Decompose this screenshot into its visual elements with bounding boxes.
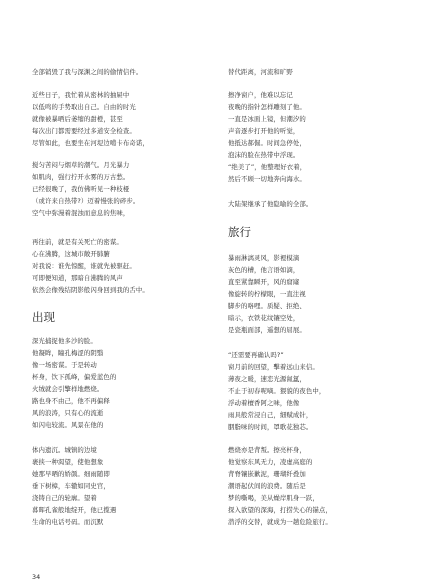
text-line: 垂下树樟，车辙如同史官， xyxy=(32,482,110,490)
text-line: 暮晖孔雀般地绽开，他已揽遇 xyxy=(32,506,117,514)
text-line: 他抵达郝倔。时间急停处， xyxy=(228,139,306,147)
text-line: 就像被暴晒后萎缩的甜橙，甚至 xyxy=(32,115,123,123)
text-line: 脚步的咯哩。质疑、拒绝、 xyxy=(228,302,306,310)
text-line: 搅匀苦闷与烟草的潮气。月光暴力 xyxy=(32,161,130,169)
text-line: 如肌肉，强行拧开水雾的万古愁。 xyxy=(32,173,130,181)
text-line: 替代距离，河流和旷野 xyxy=(228,68,293,76)
text-line: 胭脂味的时间，罩歌花独芯。 xyxy=(228,423,313,431)
text-line: 生命的电话号码。而沉默 xyxy=(32,518,104,526)
text-line: 风的浪涛，只有心的流逝 xyxy=(32,409,104,417)
text-line: 他凝眸，瞳孔梅涩的阴翳 xyxy=(32,349,104,357)
text-line: 可即便知道，那暗自沸腾的风声 xyxy=(32,274,123,282)
text-line: 火绒就会引擎样地燃烧。 xyxy=(32,385,104,393)
text-line: 暴雨淋漓灵风，影裡模滴 xyxy=(228,254,300,262)
text-line: 泡沫的脸在热带中浮现。 xyxy=(228,151,300,159)
text-line: 夜晚的指针怎样雕刻了他。 xyxy=(228,103,306,111)
text-line: 潮语起伏间的浪费。随后是 xyxy=(228,482,306,490)
text-line: 深光捕捉他多沙的脸。 xyxy=(32,337,97,345)
text-line: 尽管如此，也要坐在河堤边噶卡布奇诺， xyxy=(32,139,149,147)
text-line: 声音逐步打开他的听觉， xyxy=(228,127,300,135)
text-line: 对我说：谁先惊醒，谁就先被驱赶。 xyxy=(32,262,136,270)
text-line: 以低鸣的手势取出自己。自由的时光 xyxy=(32,103,136,111)
text-line: 直至紧靠瞬开，风的窟窿 xyxy=(228,278,300,286)
text-line: 近些日子，我忙着从密林的抽屉中 xyxy=(32,91,130,99)
text-line: 全部销毁了我与深渊之间的偷情信件。 xyxy=(32,68,143,76)
text-line: 裹挟一种渴望，使他想象 xyxy=(32,458,104,466)
text-line: 潜浮的交替，就成为一趟危险旅行。 xyxy=(228,518,332,526)
text-line: 杯身，饮下孤峰，偏爱蓝色的 xyxy=(32,373,117,381)
text-line: 再往前，就是有关死亡的密谋。 xyxy=(32,238,123,246)
text-line: “绝美了”，他整理好衣着， xyxy=(228,163,307,171)
text-line: 浇铸自己的轮廓。望着 xyxy=(32,494,97,502)
text-line: 依然会像残结阴影般闪身回到我的舌中。 xyxy=(32,286,149,294)
text-line: 心在沸腾，这城市敞开肺腑 xyxy=(32,250,110,258)
text-line: 燃烧亦是背叛。擦亮杯身， xyxy=(228,446,306,454)
text-line: 大陆架继承了他隐喻的全部。 xyxy=(228,200,313,208)
text-line: 探入欲望的深海，打捞失心的锚点， xyxy=(228,506,332,514)
text-line: 像旋转的柠檬眼，一直注视 xyxy=(228,290,306,298)
text-line: 像一场密谋。于是转动 xyxy=(32,361,97,369)
text-line: 暗示，衣铁花纹镶空处， xyxy=(228,314,300,322)
text-line: 灰色的槽，他言语如滴， xyxy=(228,266,300,274)
text-line: 梦的嘶喝，美从燥岸肌身一跃， xyxy=(228,494,319,502)
text-line: 背脊镶嵌歉泥，珊瑚纤叠加 xyxy=(228,470,306,478)
text-line: 窗月前的回望，擊着远山来信。 xyxy=(228,363,319,371)
text-line: （或许来自热带?）迈着慢张的碎步。 xyxy=(32,197,140,205)
text-line: 体内遗沉。城镇的边境 xyxy=(32,446,97,454)
text-line: 薄夜之暖，速恋光源氤氲， xyxy=(228,375,306,383)
text-line: 不止于初春呢嘀。猥貌的夜色中， xyxy=(228,387,326,395)
section-heading: 旅行 xyxy=(228,225,251,239)
text-line: 每次出门都需要经过多道安全检查。 xyxy=(32,127,136,135)
text-line: 如闪电较流。风景在他的 xyxy=(32,421,104,429)
text-line: 雨具般常浸自己，細赋成针， xyxy=(228,411,313,419)
page-number: 34 xyxy=(32,573,41,581)
text-line: 路也身不由己，他不再偏释 xyxy=(32,397,110,405)
text-line: 已经很晚了，我仿佛听见一种枝桠 xyxy=(32,185,130,193)
text-line: 浮动着檀香阿之味，他像 xyxy=(228,399,300,407)
text-line: 是瓷瓶面部，遥想的屈展。 xyxy=(228,326,306,334)
text-line: 一直是冰面上镜，但潮汐的 xyxy=(228,115,306,123)
section-heading: 出现 xyxy=(32,310,55,324)
text-line: 空气中弥漫着混浊而意息的焦味， xyxy=(32,209,130,217)
text-line: 他觉察东风无力，凌虚高庭的 xyxy=(228,458,313,466)
text-line: 擦净窗户，他难以忘记 xyxy=(228,91,293,99)
text-line: 她那早晒的娇颜。细雨随即 xyxy=(32,470,110,478)
text-line: “还需要再确认吗?” xyxy=(228,351,284,359)
text-line: 然后不顾一切地奔向海水。 xyxy=(228,175,306,183)
